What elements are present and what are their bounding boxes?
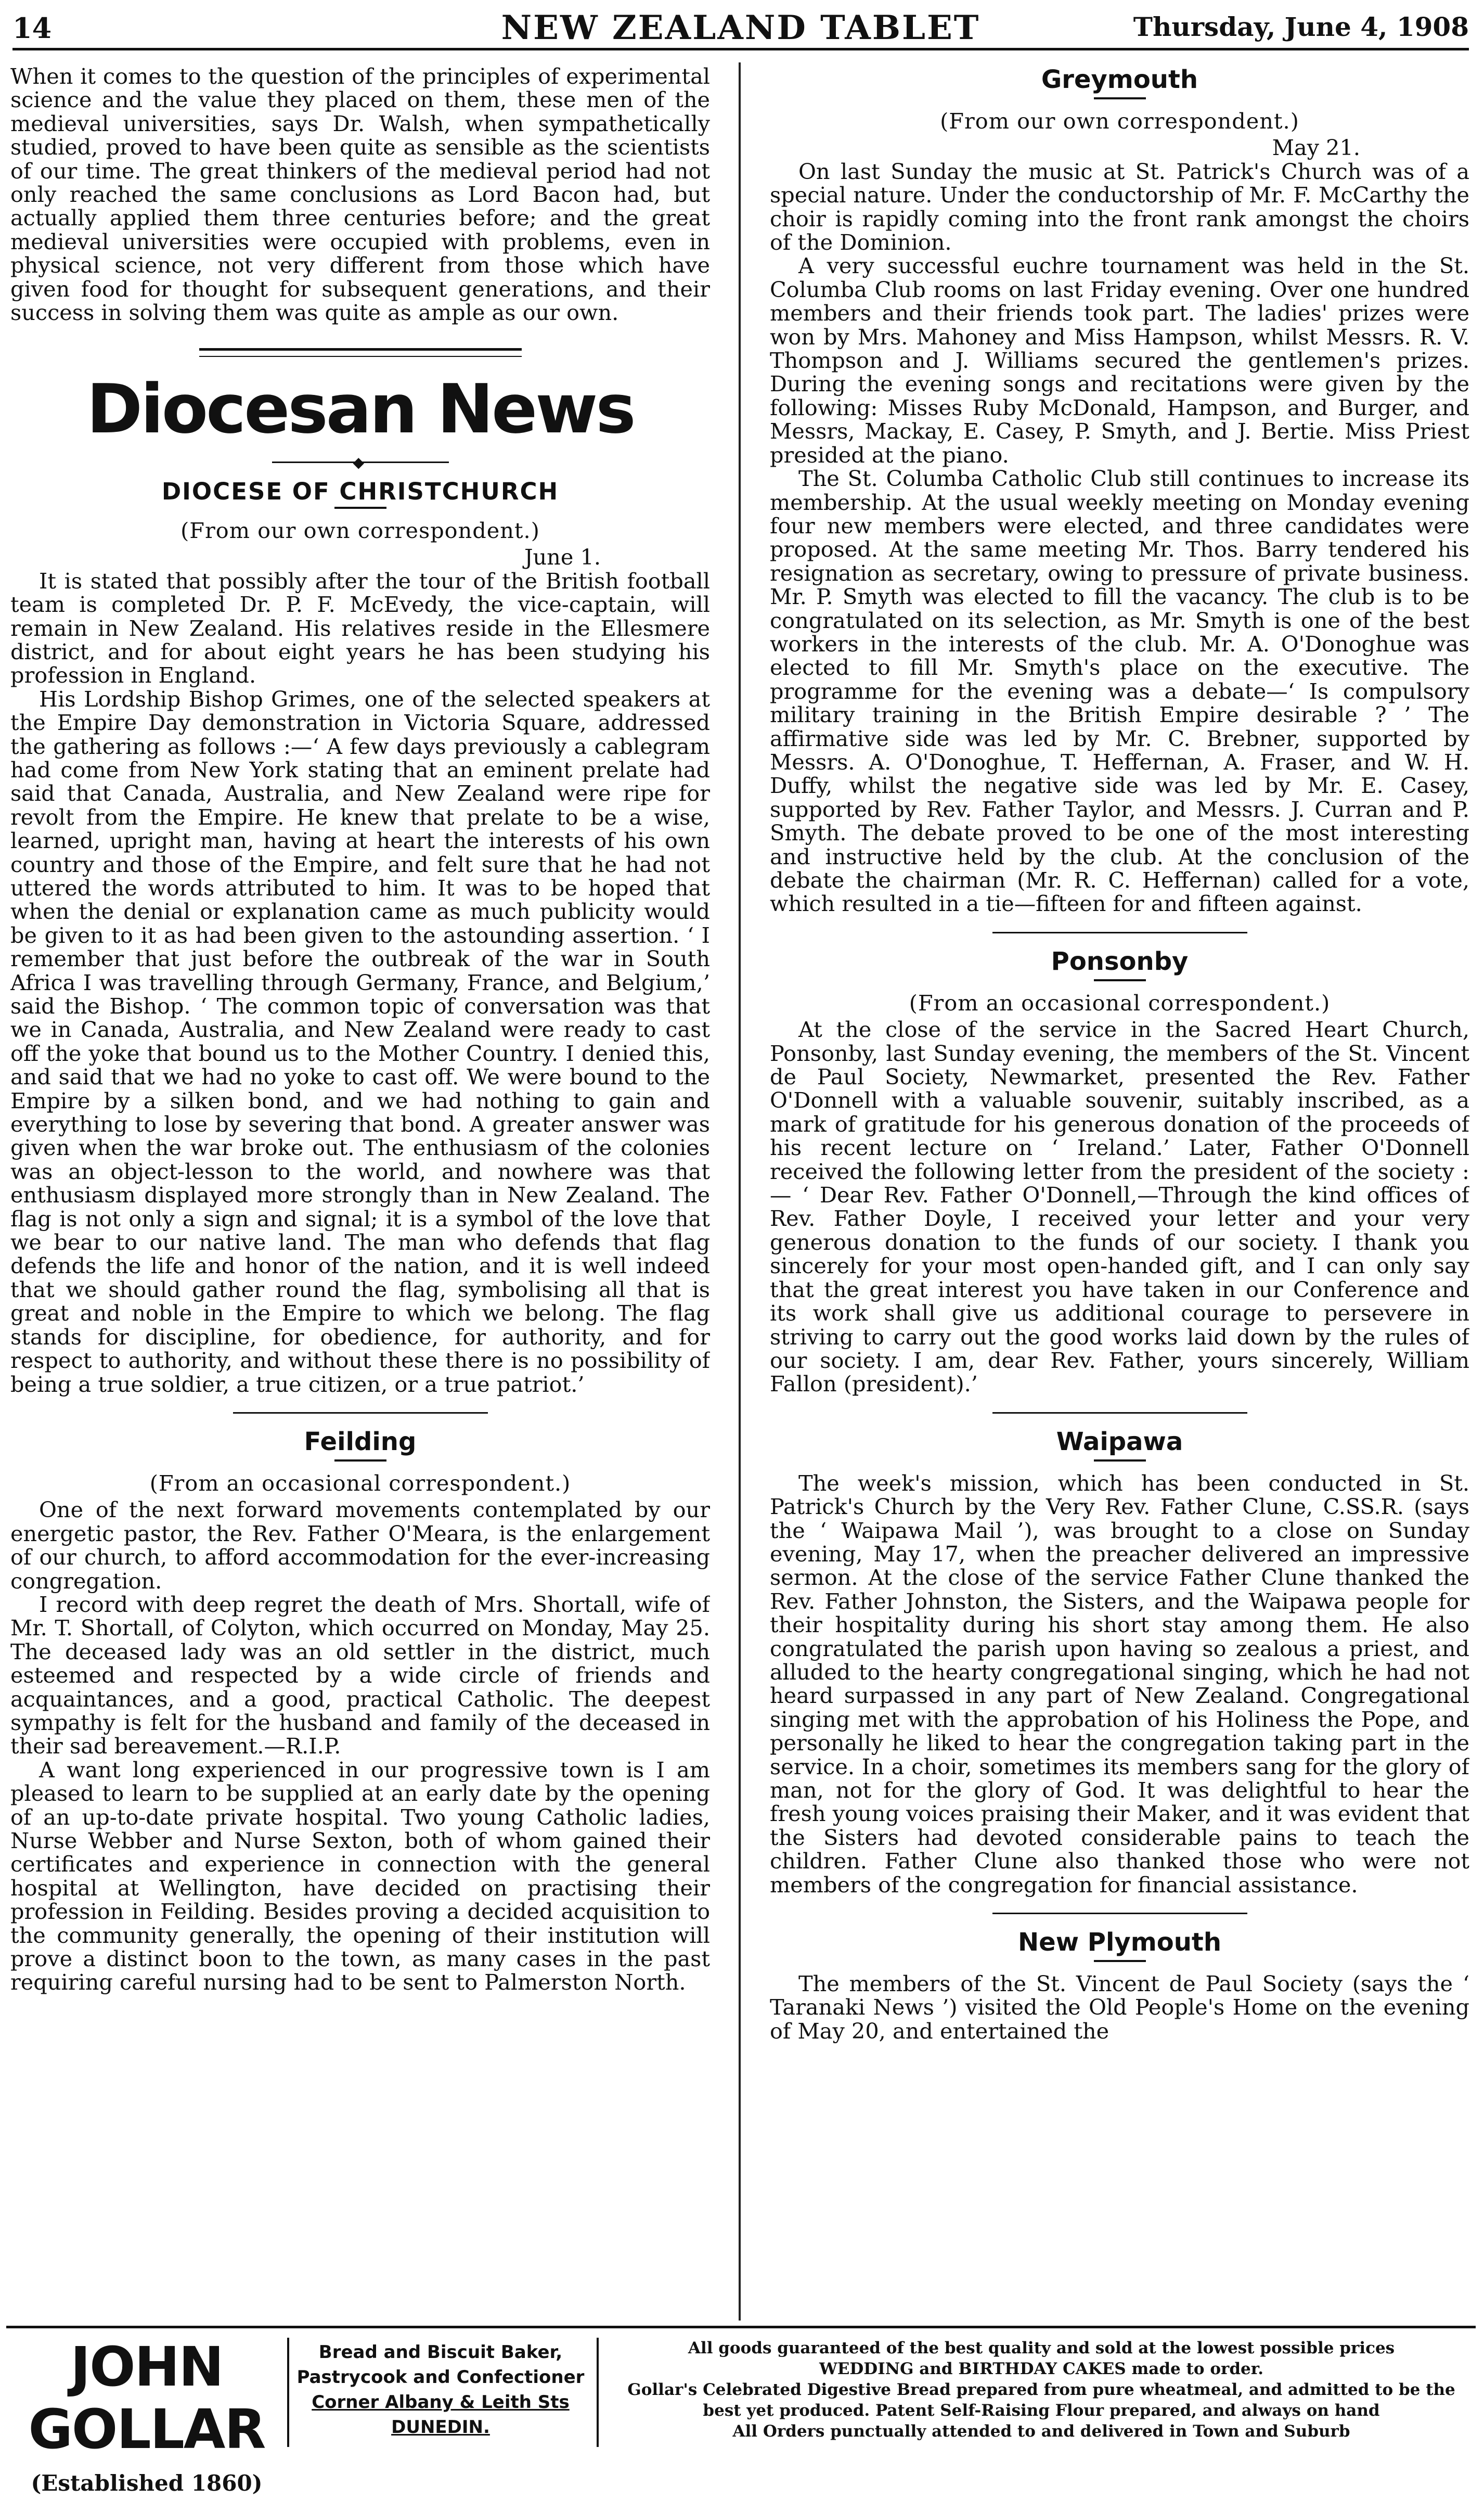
ad-line: All goods guaranteed of the best quality and sold at the lowest possible prices bbox=[688, 2339, 1395, 2357]
section-rule bbox=[992, 1913, 1247, 1914]
ad-line: WEDDING and BIRTHDAY CAKES made to order. bbox=[819, 2360, 1264, 2378]
diocese-heading: DIOCESE OF CHRISTCHURCH bbox=[161, 478, 559, 506]
ad-brand-name: JOHN GOLLAR bbox=[28, 2335, 265, 2461]
section-rule bbox=[233, 1412, 488, 1414]
greymouth-paragraph: On last Sunday the music at St. Patrick's Church was of a special nature. Under the conductorship of Mr. F. McCarthy the choir is rapidly coming into the front rank amongst the choirs of the Dominion. bbox=[770, 159, 1469, 255]
column-divider bbox=[739, 62, 741, 2321]
ad-line: Gollar's Celebrated Digestive Bread prepared from pure wheatmeal, and admitted to be the bbox=[627, 2380, 1455, 2399]
ad-trade-line: Pastrycook and Confectioner bbox=[296, 2367, 585, 2388]
christchurch-correspondent: (From our own correspondent.) bbox=[180, 518, 540, 543]
feilding-title: Feilding bbox=[304, 1427, 417, 1456]
ad-line: All Orders punctually attended to and delivered in Town and Suburb bbox=[732, 2422, 1350, 2441]
short-rule bbox=[334, 507, 386, 509]
ad-brand bbox=[11, 2336, 282, 2499]
left-column bbox=[10, 65, 710, 2313]
waipawa-paragraph: The week's mission, which has been conducted in St. Patrick's Church by the Very Rev. Father Clune, C.SS.R. (says the ‘ Waipawa Mail ’), was brought to a close on Sunday evening, May 17, when the preacher delivered an impressive sermon. At the close of the service Father Clune thanked the Rev. Father Johnston, the Sisters, and the Waipawa people for their hospitality during his short stay among them. He also congratulated the parish upon having so zealous a priest, and alluded to the hearty congregational singing, which he had not heard surpassed in any part of New Zealand. Congregational singing met with the approbation of his Holiness the Pope, and personally he liked to hear the congregation taking part in the service. In a choir, sometimes its members sang for the glory of man, not for the glory of God. It was delightful to hear the fresh young voices praising their Maker, and it was evident that the Sisters had devoted considerable pains to teach the children. Father Clune also thanked those who were not members of the congregation for financial assistance. bbox=[770, 1470, 1469, 1898]
christchurch-dateline: June 1. bbox=[524, 545, 601, 570]
greymouth-title: Greymouth bbox=[1041, 65, 1198, 94]
greymouth-dateline: May 21. bbox=[1272, 135, 1360, 161]
ad-address-line: Corner Albany & Leith Sts bbox=[312, 2392, 570, 2413]
ad-divider bbox=[287, 2338, 289, 2447]
ponsonby-title: Ponsonby bbox=[1051, 946, 1189, 976]
ad-line: best yet produced. Patent Self-Raising Flour prepared, and always on hand bbox=[703, 2401, 1380, 2420]
issue-date: Thursday, June 4, 1908 bbox=[1133, 11, 1469, 42]
short-rule bbox=[1094, 97, 1146, 99]
ad-details bbox=[610, 2338, 1473, 2442]
intro-paragraph: When it comes to the question of the principles of experimental science and the value they placed on them, these men of the medieval universities, says Dr. Walsh, when sympathetically studied, proved to have been quite as sensible as the scientists of our time. The great thinkers of the medieval period had not only reached the same conclusions as Lord Bacon had, but actually applied them three centuries before; and the great medieval universities were occupied with problems, even in physical science, not very different from those which have given food for thought for subsequent generations, and their success in solving them was quite as ample as our own. bbox=[10, 65, 710, 326]
ad-address-line: DUNEDIN. bbox=[391, 2417, 490, 2438]
section-rule bbox=[992, 1412, 1247, 1414]
advertisement-footer bbox=[6, 2326, 1476, 2496]
christchurch-paragraph: It is stated that possibly after the tour of the British football team is completed Dr. P. F. McEvedy, the vice-captain, will remain in New Zealand. His relatives reside in the Ellesmere district, and for about eight years he has been studying his profession in England. bbox=[10, 568, 710, 688]
diamond-divider bbox=[272, 455, 449, 470]
new-plymouth-paragraph: The members of the St. Vincent de Paul Society (says the ‘ Taranaki News ’) visited the Old People's Home on the evening of May 20, and entertained the bbox=[770, 1971, 1469, 2044]
short-rule bbox=[334, 1459, 386, 1462]
right-column bbox=[770, 65, 1469, 2313]
ad-established: (Established 1860) bbox=[31, 2470, 263, 2496]
ponsonby-correspondent: (From an occasional correspondent.) bbox=[909, 990, 1331, 1016]
masthead: NEW ZEALAND TABLET bbox=[501, 8, 980, 47]
title-rule bbox=[199, 348, 522, 357]
new-plymouth-title: New Plymouth bbox=[1018, 1928, 1221, 1957]
ad-trade bbox=[295, 2340, 586, 2440]
greymouth-paragraph: The St. Columba Catholic Club still continues to increase its membership. At the usual weekly meeting on Monday evening four new members were elected, and three candidates were proposed. At the same meeting Mr. Thos. Barry tendered his resignation as secretary, owing to pressure of private business. Mr. P. Smyth was elected to fill the vacancy. The club is to be congratulated on its selection, as Mr. Smyth is one of the best workers in the interests of the club. Mr. A. O'Donoghue was elected to fill Mr. Smyth's place on the executive. The programme for the evening was a debate—‘ Is compulsory military training in the British Empire desirable ? ’ The affirmative side was led by Mr. C. Brebner, supported by Messrs. A. O'Donoghue, T. Heffernan, A. Fraser, and W. H. Duffy, whilst the negative side was led by Mr. E. Casey, supported by Rev. Father Taylor, and Messrs. J. Curran and P. Smyth. The debate proved to be one of the most interesting and instructive held by the club. At the conclusion of the debate the chairman (Mr. R. C. Heffernan) called for a vote, which resulted in a tie—fifteen for and fifteen against. bbox=[770, 466, 1469, 917]
feilding-paragraph: A want long experienced in our progressive town is I am pleased to learn to be supplied at an early date by the opening of an up-to-date private hospital. Two young Catholic ladies, Nurse Webber and Nurse Sexton, both of whom gained their certificates and experience in connection with the general hospital at Wellington, have decided on practising their profession in Feilding. Besides proving a decided acquisition to the community generally, the opening of their institution will prove a distinct boon to the town, as many cases in the past requiring careful nursing had to be sent to Palmerston North. bbox=[10, 1757, 710, 1995]
christchurch-paragraph: His Lordship Bishop Grimes, one of the selected speakers at the Empire Day demonstration in Victoria Square, addressed the gathering as follows :—‘ A few days previously a cablegram had come from New York stating that an eminent prelate had said that Canada, Australia, and New Zealand were ripe for revolt from the Empire. He knew that prelate to be a wise, learned, upright man, having at heart the interests of his own country and those of the Empire, and felt sure that he had not uttered the words attributed to him. It was to be hoped that when the denial or explanation came as much publicity would be given to it as had been given to the astounding assertion. ‘ I remember that just before the outbreak of the war in South Africa I was travelling through Germany, France, and Belgium,’ said the Bishop. ‘ The common topic of conversation was that we in Canada, Australia, and New Zealand were ready to cast off the yoke that bound us to the Mother Country. I denied this, and said that we had no yoke to cast off. We were bound to the Empire by a silken bond, and we had nothing to gain and everything to lose by severing that bond. A greater answer was given when the war broke out. The enthusiasm of the colonies was an object-lesson to the world, and nowhere was that enthusiasm displayed more strongly than in New Zealand. The flag is not only a sign and signal; it is a symbol of the love that we bear to our native land. The man who defends that flag defends the life and honor of the nation, and it is well indeed that we should gather round the flag, symbolising all that is great and noble in the Empire to which we belong. The flag stands for discipline, for obedience, for authority, and for respect to authority, and without these there is no possibility of being a true soldier, a true citizen, or a true patriot.’ bbox=[10, 686, 710, 1397]
greymouth-correspondent: (From our own correspondent.) bbox=[940, 109, 1299, 134]
ad-divider bbox=[597, 2338, 599, 2447]
feilding-correspondent: (From an occasional correspondent.) bbox=[149, 1470, 571, 1496]
ad-trade-line: Bread and Biscuit Baker, bbox=[318, 2342, 563, 2363]
waipawa-title: Waipawa bbox=[1056, 1427, 1183, 1456]
short-rule bbox=[1094, 979, 1146, 981]
page-header bbox=[12, 5, 1469, 50]
feilding-paragraph: I record with deep regret the death of Mrs. Shortall, wife of Mr. T. Shortall, of Colyton, which occurred on Monday, May 25. The deceased lady was an old settler in the district, much esteemed and respected by a wide circle of friends and acquaintances, and a good, practical Catholic. The deepest sympathy is felt for the husband and family of the deceased in their sad bereavement.—R.I.P. bbox=[10, 1592, 710, 1759]
feilding-paragraph: One of the next forward movements contemplated by our energetic pastor, the Rev. Father O'Meara, is the enlargement of our church, to afford accommodation for the ever-increasing congregation. bbox=[10, 1497, 710, 1594]
diocesan-news-title: Diocesan News bbox=[86, 369, 634, 449]
page-number: 14 bbox=[12, 11, 52, 45]
section-rule bbox=[992, 932, 1247, 933]
diamond-icon: ◆ bbox=[353, 454, 365, 471]
short-rule bbox=[1094, 1960, 1146, 1962]
short-rule bbox=[1094, 1459, 1146, 1462]
ponsonby-paragraph: At the close of the service in the Sacred Heart Church, Ponsonby, last Sunday evening, the members of the St. Vincent de Paul Society, Newmarket, presented the Rev. Father O'Donnell with a valuable souvenir, suitably inscribed, as a mark of gratitude for his generous donation of the proceeds of his recent lecture on ‘ Ireland.’ Later, Father O'Donnell received the following letter from the president of the society :— ‘ Dear Rev. Father O'Donnell,—Through the kind offices of Rev. Father Doyle, I received your letter and your very generous donation to the funds of our society. I thank you sincerely for your most open-handed gift, and I can only say that the great interest you have taken in our Conference and its work shall give us additional courage to persevere in striving to carry out the good works laid down by the rules of our society. I am, dear Rev. Father, yours sincerely, William Fallon (president).’ bbox=[770, 1017, 1469, 1397]
greymouth-paragraph: A very successful euchre tournament was held in the St. Columba Club rooms on last Friday evening. Over one hundred members and their friends took part. The ladies' prizes were won by Mrs. Mahoney and Miss Hampson, whilst Messrs. R. V. Thompson and J. Williams secured the gentlemen's prizes. During the evening songs and recitations were given by the following: Misses Ruby McDonald, Hampson, and Burger, and Messrs, Mackay, E. Casey, P. Smyth, and J. Bertie. Miss Priest presided at the piano. bbox=[770, 253, 1469, 468]
